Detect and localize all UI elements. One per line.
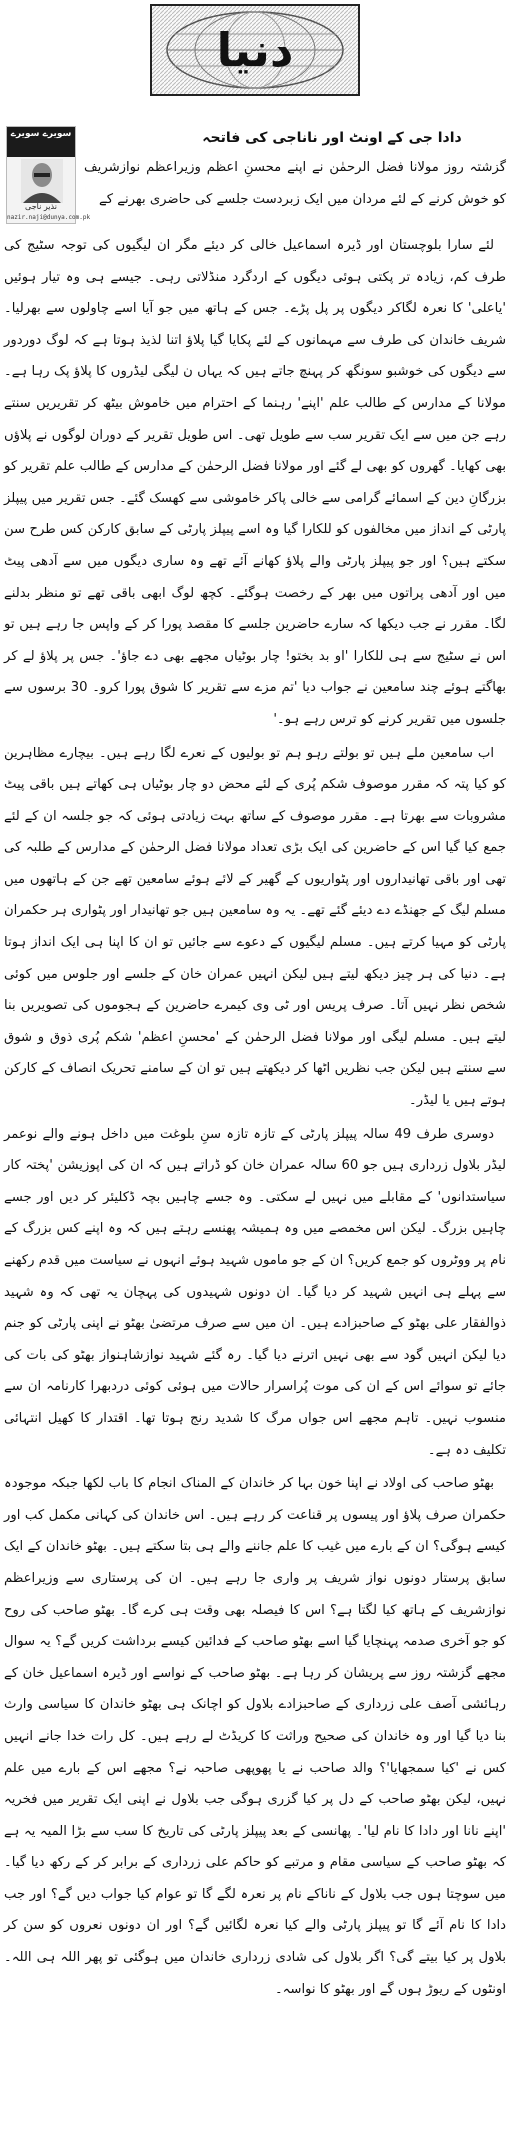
article-body <box>4 230 506 2005</box>
newspaper-masthead <box>150 4 360 96</box>
article-headline: دادا جی کے اونٹ اور ناناجی کی فاتحہ <box>202 130 462 146</box>
author-name: نذیر ناجی <box>25 202 57 211</box>
dunya-logo <box>152 6 358 94</box>
author-email[interactable]: nazir.naji@dunya.com.pk <box>7 214 91 221</box>
article-paragraph: بھٹو صاحب کی اولاد نے اپنا خون بہا کر خاندان کے المناک انجام کا باب لکھا جبکہ موجودہ حکمران صرف پلاؤ اور پیسوں پر قناعت کر رہے ہیں۔ اس خاندان کی کہانی مکمل کب اور کیسے ہوگی؟ ان کے بارے میں غیب کا علم جاننے والے ہی بتا سکتے ہیں۔ بھٹو خاندان کے ایک سابق پرستار دونوں نواز شریف پر واری جا رہے ہیں۔ ان کی پرستاری سے وزیراعظم نوازشریف کے ہاتھ کیا لگتا ہے؟ اس کا فیصلہ بھی وقت ہی کرے گا۔ بھٹو صاحب کی روح کو جو آخری صدمہ پہنچایا گیا اسے بھٹو صاحب کے فدائین کیسے برداشت کریں گے؟ یہ سوال مجھے گزشتہ روز سے پریشان کر رہا ہے۔ بھٹو صاحب کے نواسے اور ڈیرہ اسماعیل خان کے رہائشی آصف علی زرداری کے صاحبزادے بلاول کو اچانک ہی بھٹو خاندان کا سیاسی وارث بنا دیا گیا اور وہ خاندان کی صحیح وراثت کا کریڈٹ لے رہے ہیں۔ کل رات خدا جانے انہیں کس نے 'کیا سمجھایا'؟ والد صاحب نے یا پھوپھی صاحبہ نے؟ مجھے اس کے بارے میں علم نہیں، لیکن بھٹو صاحب کے دل پر کیا گزری ہوگی جب بلاول نے اپنی ایک تقریر میں فخریہ 'اپنے نانا اور دادا کا نام لیا'۔ پھانسی کے بعد پیپلز پارٹی کی تاریخ کا سب سے بڑا المیہ یہ ہے کہ بھٹو صاحب کے سیاسی مقام و مرتبے کو حاکم علی زرداری کے برابر کر کے رکھ دیا گیا۔ میں سوچتا ہوں جب بلاول کے ناناکے نام پر نعرہ لگے گا تو عوام کیا جواب دیں گے؟ اور جب دادا کا نام آئے گا تو پیپلز پارٹی والے کیا نعرہ لگائیں گے؟ اور ان دونوں نعروں کو سن کر بلاول پر کیا بیتے گی؟ اگر بلاول کی شادی زرداری خاندان میں ہوگئی تو پھر اللہ ہی اللہ۔ اونٹوں کے ریوڑ ہوں گے اور بھٹو کا نواسہ۔ <box>4 1476 506 1997</box>
logo-text: دنیا <box>216 23 294 77</box>
article-paragraph: اب سامعین ملے ہیں تو بولتے رہو ہم تو بولیوں کے نعرے لگا رہے ہیں۔ بیچارے مظاہرین کو کیا پتہ کہ مقرر موصوف شکم پُری کے لئے محض دو چار بوٹیاں ہی کھاتے ہیں باقی پیٹ مشروبات سے بھرتا ہے۔ مقرر موصوف کے ساتھ بہت زیادتی ہوئی کہ جو جلسہ ان کے لئے جمع کیا گیا اس کے حاضرین کی ایک بڑی تعداد مولانا فضل الرحمٰن کے مدارس کے طلبہ کی تھی اور باقی تھانیداروں اور پٹواریوں کے گھیر کے لائے ہوئے سامعین تھے جن کے ہاتھوں میں مسلم لیگ کے جھنڈے دے دیئے گئے تھے۔ یہ وہ سامعین ہیں جو تھانیدار اور پٹواری ہر حکمران پارٹی کو مہیا کرتے ہیں۔ مسلم لیگیوں کے دعوے سے جائیں تو ان کا اپنا ہی ایک انداز ہوتا ہے۔ دنیا کی ہر چیز دیکھ لیتے ہیں لیکن انہیں عمران خان کے جلسے اور جلوس میں کوئی شخص نظر نہیں آتا۔ صرف پریس اور ٹی وی کیمرے حاضرین کے ہجوموں کی تصویریں بنا لیتے ہیں۔ مسلم لیگی اور مولانا فضل الرحمٰن کے 'محسنِ اعظم' شکم پُری ذوق و شوق سے سنتے ہیں لیکن جب نظریں اٹھا کر دیکھتے ہیں تو ان کے سامنے تحریک انصاف کے کارکن ہوتے ہیں یا لیڈر۔ <box>4 745 506 1109</box>
article-paragraph: لئے سارا بلوچستان اور ڈیرہ اسماعیل خالی کر دیئے مگر ان لیگیوں کی توجہ سٹیج کی طرف کم، زیادہ تر پکتی ہوئی دیگوں کے اردگرد منڈلاتی رہی۔ جیسے ہی وہ تیار ہوئیں 'یاعلی' کا نعرہ لگاکر دیگوں پر پل پڑے۔ جس کے ہاتھ میں جو آیا اسے چاولوں سے بھرلیا۔ شریف خاندان کی طرف سے مہمانوں کے لئے پکایا گیا پلاؤ اتنا لذیذ ہوتا ہے کہ لوگ دوردور سے دیگوں کی خوشبو سونگھ کر پہنچ جاتے ہیں کہ یہاں ن لیگی لیڈروں کا پلاؤ پک رہا ہے۔ مولانا کے مدارس کے طالب علم 'اپنے' رہنما کے احترام میں خاموش بیٹھ کر تقریریں سنتے رہے جن میں سے ایک تقریر سب سے طویل تھی۔ اس طویل تقریر کے دوران لوگوں نے پلاؤں بھی کھایا۔ گھروں کو بھی لے گئے اور مولانا فضل الرحمٰن کے مدارس کے طالب علم تقریر کو بزرگانِ دین کے اسمائے گرامی سے خالی پاکر خاموشی سے کھسک گئے۔ جس تقریر میں پیپلز پارٹی کے انداز میں مخالفوں کو للکارا گیا وہ اسے پیپلز پارٹی کے سابق کارکن کس طرح سن سکتے ہیں؟ اور جو پیپلز پارٹی والے پلاؤ کھانے آئے تھے وہ ساری دیگوں میں سے آدھی پیٹ میں اور آدھی پراتوں میں بھر کے رخصت ہوگئے۔ کچھ لوگ ابھی باقی تھے تو منظر بدلنے لگا۔ مقرر نے جب دیکھا کہ سارے حاضرین جلسے کا مقصد پورا کر کے واپس جا رہے ہیں تو اس نے سٹیج سے ہی للکارا 'او بد بختو! چار بوٹیاں مجھے بھی دے جاؤ'۔ جس پر پلاؤ لے کر بھاگتے ہوئے چند سامعین نے جواب دیا 'تم مزے سے تقریر کا شوق پورا کرو۔ 30 برسوں سے جلسوں میں تقریر کرنے کو ترس رہے ہو۔' <box>4 238 507 727</box>
article-intro: گزشتہ روز مولانا فضل الرحمٰن نے اپنے محسنِ اعظم وزیراعظم نوازشریف کو خوش کرنے کے لئے مردان میں ایک زبردست جلسے کی حاضری بھرنے کے <box>84 160 506 207</box>
column-name: سویرے سویرے <box>7 127 75 157</box>
author-byline <box>6 126 91 224</box>
author-portrait <box>21 159 63 203</box>
article-paragraph: دوسری طرف 49 سالہ پیپلز پارٹی کے تازہ تازہ سنِ بلوغت میں داخل ہونے والے نوعمر لیڈر بلاول زرداری ہیں جو 60 سالہ عمران خان کو ڈراتے ہیں کہ ان کی اپوزیشن 'پختہ کار سیاستدانوں' کے مقابلے میں نہیں لے سکتی۔ وہ جسے چاہیں بچہ ڈکلیئر کر دیں اور جسے چاہیں بزرگ۔ لیکن اس مخمصے میں وہ ہمیشہ پھنسے رہتے ہیں کہ وہ اپنے کس بزرگ کے نام پر ووٹروں کو جمع کریں؟ ان کے جو ماموں شہید ہوئے انہوں نے سیاست میں قدم رکھنے سے پہلے ہی انہیں شہید کر دیا گیا۔ ان دونوں شہیدوں کی پہچان یہ تھی کہ وہ شہید ذوالفقار علی بھٹو کے صاحبزادے ہیں۔ ان میں سے صرف مرتضیٰ بھٹو نے اپنی پارٹی کو جنم دیا لیکن انہیں گود سے بھی نہیں اترنے دیا گیا۔ رہ گئے شہید نوازشاہنواز بھٹو کی بات کی جائے تو سوائے اس کے ان کی موت پُراسرار حالات میں ہوئی کوئی دردبھرا کارنامہ ان سے منسوب نہیں۔ تاہم مجھے اس جواں مرگ کا شدید رنج ہوتا تھا۔ اقتدار کا کھیل انتہائی تکلیف دہ ہے۔ <box>4 1126 506 1458</box>
